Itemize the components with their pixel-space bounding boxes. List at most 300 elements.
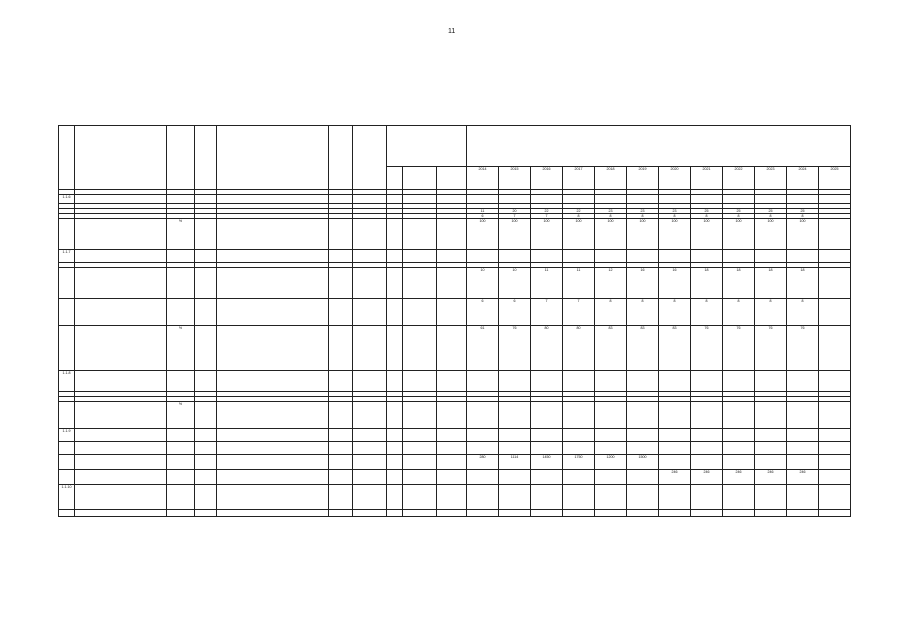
cell-value <box>499 250 531 263</box>
cell-value: 23 <box>659 209 691 214</box>
cell-value: 76 <box>755 326 787 371</box>
table-row <box>59 371 851 392</box>
cell-f <box>403 326 437 371</box>
cell-name <box>75 268 167 299</box>
cell-value: 246 <box>787 470 819 485</box>
cell-value <box>627 250 659 263</box>
cell-c <box>329 455 353 470</box>
cell-value <box>723 402 755 429</box>
cell-value: 6 <box>499 299 531 326</box>
cell-value <box>595 510 627 517</box>
cell-value <box>563 442 595 455</box>
table-row <box>59 268 851 299</box>
cell-value <box>659 250 691 263</box>
cell-name <box>75 485 167 510</box>
year-header: 2018 <box>595 167 627 190</box>
cell-value: 76 <box>691 326 723 371</box>
cell-value: 1450 <box>531 455 563 470</box>
cell-value: 8 <box>723 299 755 326</box>
cell-e <box>387 429 403 442</box>
year-header: 2014 <box>467 167 499 190</box>
cell-f <box>403 470 437 485</box>
cell-b <box>217 455 329 470</box>
cell-c <box>329 510 353 517</box>
cell-b <box>217 470 329 485</box>
cell-e <box>387 470 403 485</box>
cell-value: 8 <box>627 214 659 219</box>
cell-value <box>531 195 563 204</box>
cell-value <box>755 195 787 204</box>
table-row <box>59 250 851 263</box>
cell-no: 1.1.9 <box>59 429 75 442</box>
cell-unit: % <box>167 219 195 250</box>
cell-d <box>353 326 387 371</box>
cell-value <box>499 442 531 455</box>
cell-value: 1750 <box>563 455 595 470</box>
cell-value <box>819 326 851 371</box>
cell-f <box>403 485 437 510</box>
cell-value: 100 <box>467 219 499 250</box>
year-header: 2024 <box>787 167 819 190</box>
cell-value <box>627 195 659 204</box>
cell-b <box>217 268 329 299</box>
cell-b <box>217 442 329 455</box>
cell-value <box>595 195 627 204</box>
cell-value <box>563 195 595 204</box>
cell-value <box>563 510 595 517</box>
cell-value <box>787 442 819 455</box>
cell-no <box>59 510 75 517</box>
cell-value <box>787 485 819 510</box>
cell-value <box>723 485 755 510</box>
cell-d <box>353 268 387 299</box>
cell-value: 25 <box>787 209 819 214</box>
cell-value <box>755 429 787 442</box>
cell-value <box>659 429 691 442</box>
header-indicator-values <box>467 126 851 167</box>
cell-value <box>659 402 691 429</box>
cell-e <box>387 268 403 299</box>
cell-a <box>195 326 217 371</box>
cell-value <box>627 485 659 510</box>
cell-value <box>563 470 595 485</box>
table-row <box>59 510 851 517</box>
cell-value <box>467 510 499 517</box>
cell-value <box>819 268 851 299</box>
header-code-a <box>387 167 403 190</box>
cell-f <box>403 455 437 470</box>
cell-value <box>499 510 531 517</box>
cell-value <box>691 195 723 204</box>
cell-value <box>819 470 851 485</box>
cell-value <box>627 429 659 442</box>
year-header: 2023 <box>755 167 787 190</box>
cell-value: 7 <box>563 299 595 326</box>
cell-b <box>217 299 329 326</box>
cell-value: 100 <box>563 219 595 250</box>
cell-unit <box>167 510 195 517</box>
cell-value <box>819 485 851 510</box>
cell-value <box>563 429 595 442</box>
cell-e <box>387 402 403 429</box>
cell-value: 76 <box>787 326 819 371</box>
cell-g <box>437 326 467 371</box>
cell-d <box>353 371 387 392</box>
cell-value: 22 <box>563 209 595 214</box>
table-row <box>59 429 851 442</box>
cell-unit <box>167 299 195 326</box>
header-number <box>59 126 75 190</box>
cell-no <box>59 442 75 455</box>
cell-value: 7 <box>531 299 563 326</box>
year-header: 2019 <box>627 167 659 190</box>
cell-value: 16 <box>627 268 659 299</box>
cell-value <box>467 442 499 455</box>
cell-c <box>329 371 353 392</box>
cell-value <box>819 371 851 392</box>
cell-value: 23 <box>627 209 659 214</box>
cell-value: 8 <box>659 299 691 326</box>
cell-value: 25 <box>755 209 787 214</box>
cell-value <box>691 402 723 429</box>
cell-a <box>195 442 217 455</box>
header-code-c <box>437 167 467 190</box>
cell-a <box>195 470 217 485</box>
cell-f <box>403 429 437 442</box>
cell-value: 100 <box>787 219 819 250</box>
cell-value <box>595 371 627 392</box>
cell-f <box>403 299 437 326</box>
cell-value <box>627 442 659 455</box>
cell-value: 8 <box>755 214 787 219</box>
cell-e <box>387 219 403 250</box>
cell-value <box>659 485 691 510</box>
cell-value: 10 <box>467 268 499 299</box>
cell-d <box>353 455 387 470</box>
cell-value <box>819 195 851 204</box>
cell-g <box>437 485 467 510</box>
year-header: 2022 <box>723 167 755 190</box>
cell-value <box>467 429 499 442</box>
cell-value: 76 <box>499 326 531 371</box>
cell-name <box>75 442 167 455</box>
cell-value <box>787 195 819 204</box>
cell-value: 11 <box>467 209 499 214</box>
cell-value <box>499 429 531 442</box>
cell-no: 1.1.10 <box>59 485 75 510</box>
cell-no <box>59 402 75 429</box>
header-unit-code <box>195 126 217 190</box>
cell-value: 100 <box>499 219 531 250</box>
cell-b <box>217 195 329 204</box>
cell-c <box>329 326 353 371</box>
cell-value <box>691 455 723 470</box>
cell-value <box>755 442 787 455</box>
cell-a <box>195 219 217 250</box>
cell-value <box>819 455 851 470</box>
cell-value <box>819 402 851 429</box>
cell-value <box>659 442 691 455</box>
cell-d <box>353 442 387 455</box>
header-unit <box>167 126 195 190</box>
cell-value: 83 <box>595 326 627 371</box>
cell-f <box>403 195 437 204</box>
cell-value: 10 <box>499 268 531 299</box>
table-row <box>59 485 851 510</box>
cell-no: 1.1.7 <box>59 250 75 263</box>
cell-c <box>329 402 353 429</box>
cell-name <box>75 402 167 429</box>
cell-f <box>403 219 437 250</box>
cell-d <box>353 485 387 510</box>
cell-b <box>217 371 329 392</box>
cell-unit: % <box>167 326 195 371</box>
cell-a <box>195 250 217 263</box>
cell-value: 8 <box>787 299 819 326</box>
cell-e <box>387 195 403 204</box>
header-period <box>329 126 353 190</box>
cell-value: 8 <box>691 299 723 326</box>
cell-no <box>59 470 75 485</box>
cell-value: 7 <box>531 214 563 219</box>
cell-value <box>755 510 787 517</box>
cell-value <box>595 470 627 485</box>
cell-d <box>353 429 387 442</box>
cell-value <box>819 219 851 250</box>
cell-g <box>437 195 467 204</box>
cell-value: 100 <box>595 219 627 250</box>
cell-value <box>819 299 851 326</box>
cell-name <box>75 510 167 517</box>
year-header: 2021 <box>691 167 723 190</box>
cell-d <box>353 299 387 326</box>
cell-value: 8 <box>787 214 819 219</box>
cell-value: 8 <box>723 214 755 219</box>
cell-a <box>195 402 217 429</box>
cell-no: 1.1.6 <box>59 195 75 204</box>
cell-value: 61 <box>467 326 499 371</box>
cell-value: 246 <box>723 470 755 485</box>
cell-value <box>723 429 755 442</box>
cell-unit <box>167 455 195 470</box>
cell-value <box>755 455 787 470</box>
cell-c <box>329 442 353 455</box>
cell-d <box>353 470 387 485</box>
cell-value <box>627 371 659 392</box>
cell-value: 280 <box>467 455 499 470</box>
cell-value <box>691 371 723 392</box>
cell-g <box>437 402 467 429</box>
cell-value: 8 <box>563 214 595 219</box>
cell-value: 18 <box>691 268 723 299</box>
cell-b <box>217 219 329 250</box>
cell-value <box>723 442 755 455</box>
cell-value <box>691 442 723 455</box>
cell-no <box>59 268 75 299</box>
cell-value <box>723 250 755 263</box>
cell-a <box>195 371 217 392</box>
cell-value: 100 <box>755 219 787 250</box>
cell-name <box>75 299 167 326</box>
cell-value <box>659 455 691 470</box>
cell-value <box>787 250 819 263</box>
cell-no <box>59 455 75 470</box>
cell-value: 6 <box>467 214 499 219</box>
cell-d <box>353 195 387 204</box>
cell-name <box>75 250 167 263</box>
cell-e <box>387 442 403 455</box>
cell-g <box>437 371 467 392</box>
year-header: 2020 <box>659 167 691 190</box>
cell-e <box>387 326 403 371</box>
header-code-b <box>403 167 437 190</box>
cell-no <box>59 326 75 371</box>
cell-d <box>353 510 387 517</box>
cell-a <box>195 485 217 510</box>
cell-c <box>329 268 353 299</box>
cell-unit <box>167 442 195 455</box>
cell-g <box>437 429 467 442</box>
cell-value <box>691 510 723 517</box>
cell-b <box>217 429 329 442</box>
cell-e <box>387 371 403 392</box>
cell-no: 1.1.8 <box>59 371 75 392</box>
cell-no <box>59 299 75 326</box>
cell-no <box>59 219 75 250</box>
cell-g <box>437 510 467 517</box>
cell-value: 8 <box>755 299 787 326</box>
cell-value: 7 <box>499 214 531 219</box>
cell-value <box>499 371 531 392</box>
table-row <box>59 455 851 470</box>
cell-value: 1500 <box>627 455 659 470</box>
cell-value <box>531 371 563 392</box>
cell-value: 100 <box>723 219 755 250</box>
cell-unit <box>167 429 195 442</box>
cell-value <box>691 485 723 510</box>
cell-unit <box>167 470 195 485</box>
cell-value <box>723 195 755 204</box>
cell-value <box>563 250 595 263</box>
cell-b <box>217 402 329 429</box>
page-number: 11 <box>448 28 456 35</box>
cell-a <box>195 195 217 204</box>
cell-a <box>195 455 217 470</box>
year-header: 2016 <box>531 167 563 190</box>
cell-value: 8 <box>595 214 627 219</box>
cell-f <box>403 510 437 517</box>
table-row <box>59 195 851 204</box>
cell-value <box>563 485 595 510</box>
cell-value: 8 <box>691 214 723 219</box>
cell-value <box>787 510 819 517</box>
cell-value: 1114 <box>499 455 531 470</box>
cell-value: 18 <box>787 268 819 299</box>
cell-value <box>467 250 499 263</box>
cell-value <box>819 442 851 455</box>
cell-value: 25 <box>723 209 755 214</box>
cell-value <box>499 195 531 204</box>
cell-value <box>691 429 723 442</box>
table-row <box>59 442 851 455</box>
cell-unit <box>167 250 195 263</box>
cell-value <box>595 442 627 455</box>
cell-value <box>755 485 787 510</box>
cell-value: 25 <box>691 209 723 214</box>
cell-a <box>195 299 217 326</box>
header-budget-codes <box>387 126 467 167</box>
cell-e <box>387 510 403 517</box>
cell-value: 16 <box>659 268 691 299</box>
cell-value <box>531 429 563 442</box>
cell-d <box>353 402 387 429</box>
cell-unit <box>167 268 195 299</box>
cell-value <box>531 470 563 485</box>
year-header: 2015 <box>499 167 531 190</box>
cell-unit <box>167 485 195 510</box>
cell-value <box>499 402 531 429</box>
cell-value <box>531 442 563 455</box>
cell-value <box>595 250 627 263</box>
cell-value: 246 <box>659 470 691 485</box>
cell-value: 100 <box>659 219 691 250</box>
cell-value <box>787 371 819 392</box>
cell-value: 12 <box>595 268 627 299</box>
cell-name <box>75 371 167 392</box>
cell-e <box>387 299 403 326</box>
cell-name <box>75 470 167 485</box>
cell-value <box>595 485 627 510</box>
cell-value: 23 <box>595 209 627 214</box>
cell-value <box>467 470 499 485</box>
cell-value <box>627 470 659 485</box>
cell-c <box>329 250 353 263</box>
header-method <box>217 126 329 190</box>
cell-e <box>387 485 403 510</box>
cell-value: 8 <box>595 299 627 326</box>
cell-c <box>329 470 353 485</box>
cell-a <box>195 268 217 299</box>
cell-unit <box>167 195 195 204</box>
cell-e <box>387 455 403 470</box>
header-responsible <box>353 126 387 190</box>
cell-g <box>437 442 467 455</box>
cell-value: 80 <box>531 326 563 371</box>
cell-value <box>499 470 531 485</box>
cell-value: 83 <box>627 326 659 371</box>
cell-value <box>723 371 755 392</box>
cell-value: 246 <box>755 470 787 485</box>
cell-b <box>217 485 329 510</box>
cell-value: 18 <box>755 268 787 299</box>
cell-value <box>819 429 851 442</box>
cell-value <box>563 402 595 429</box>
cell-value <box>659 510 691 517</box>
cell-value <box>787 402 819 429</box>
header-name <box>75 126 167 190</box>
cell-value <box>787 455 819 470</box>
cell-a <box>195 510 217 517</box>
cell-g <box>437 455 467 470</box>
cell-value: 76 <box>723 326 755 371</box>
cell-g <box>437 219 467 250</box>
cell-name <box>75 455 167 470</box>
cell-name <box>75 219 167 250</box>
cell-name <box>75 195 167 204</box>
table-row <box>59 326 851 371</box>
cell-e <box>387 250 403 263</box>
cell-value: 1200 <box>595 455 627 470</box>
